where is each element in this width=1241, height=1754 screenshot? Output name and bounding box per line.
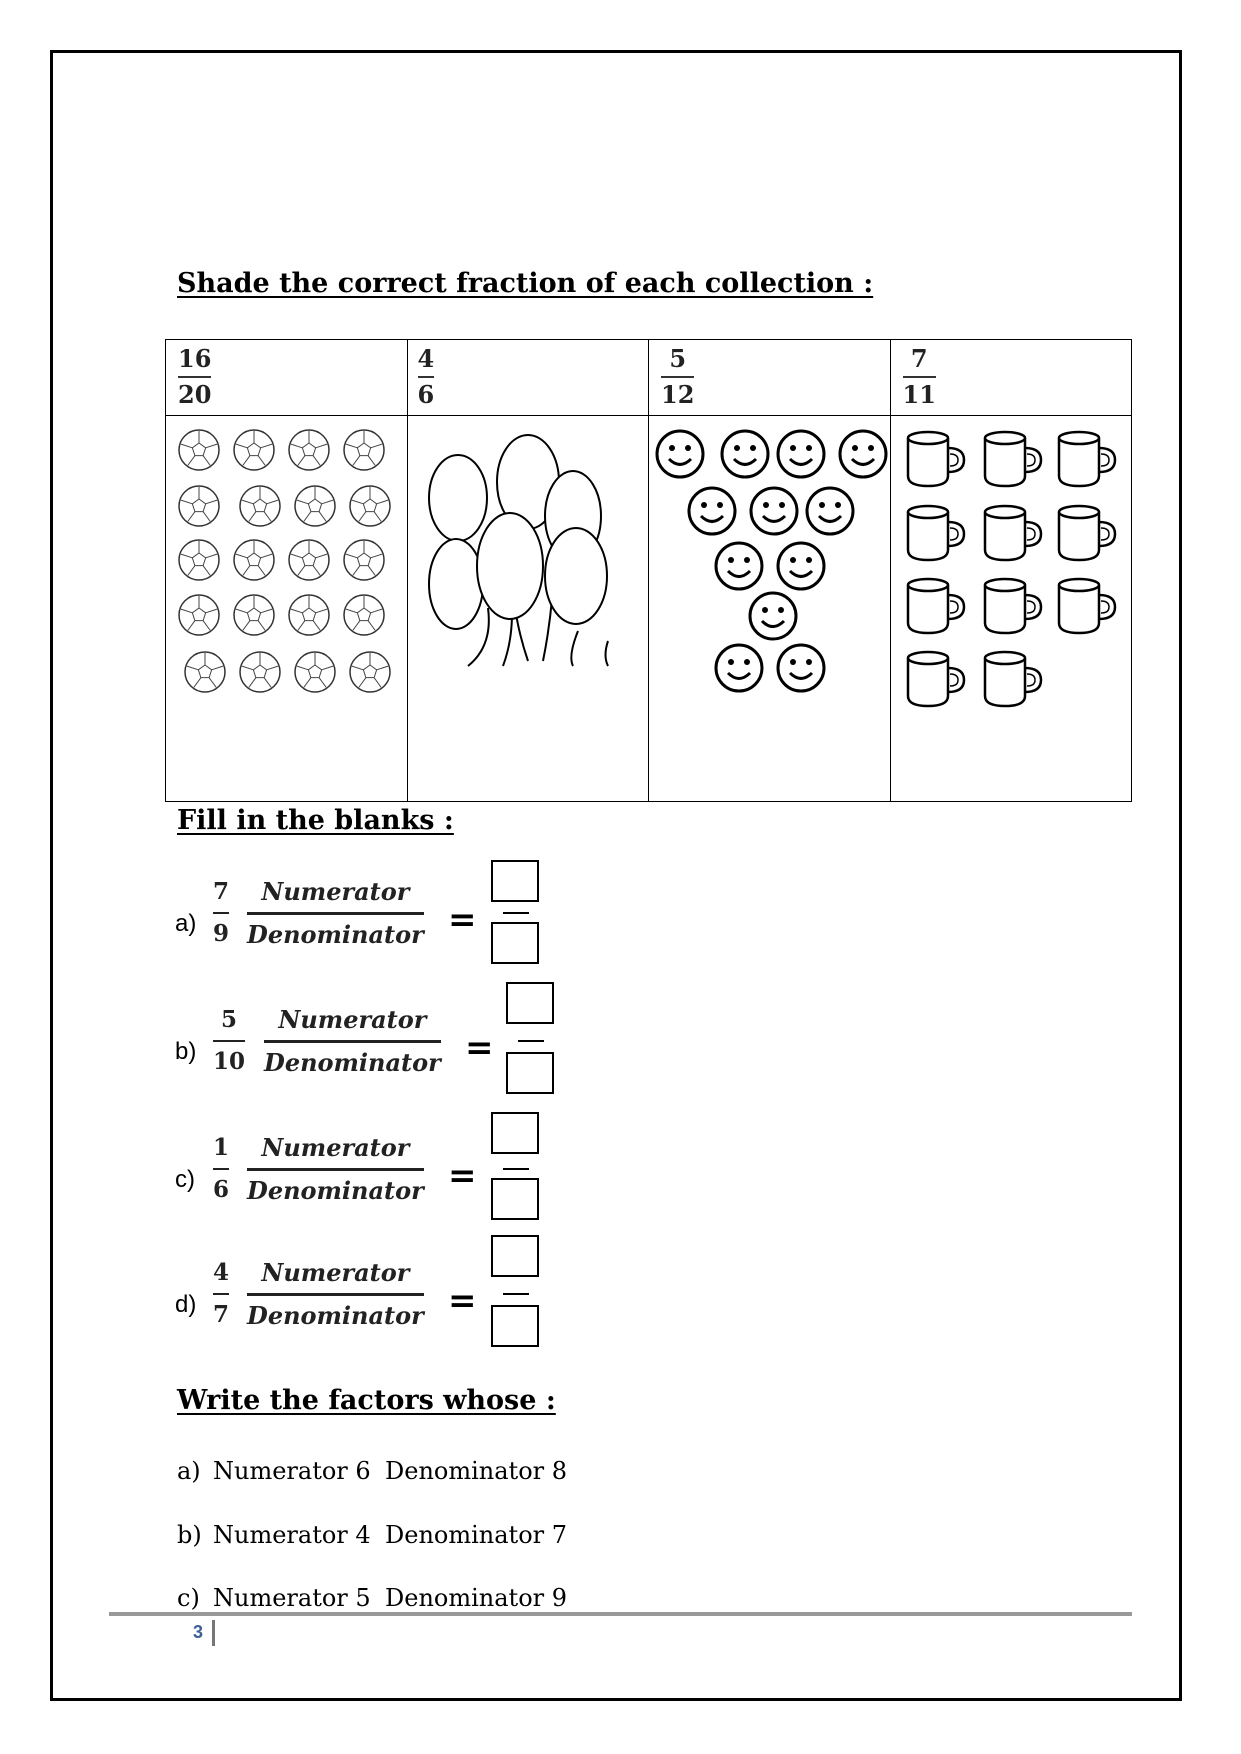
blank-item-d [175,1249,595,1369]
football-icon [185,652,225,692]
fraction-denominator: 9 [213,920,230,947]
denominator-answer-box[interactable] [491,1305,539,1347]
factors-heading: Write the factors whose : [177,1385,556,1416]
denominator-text: Denominator 8 [385,1457,568,1485]
mug-icon [1059,579,1115,633]
football-icon [289,540,329,580]
numerator-text: Numerator 5 [213,1584,371,1612]
answer-fraction-bar [503,1168,529,1170]
fraction-denominator: 7 [213,1301,230,1328]
mug-icon [908,432,964,486]
smiley-icon [716,543,762,589]
smileys-collection [649,416,889,796]
numerator-answer-box[interactable] [506,982,554,1024]
smiley-icon [840,431,886,477]
football-icon [240,652,280,692]
numerator-word: Numerator [278,1005,427,1034]
football-icon [350,486,390,526]
balloon-icon [477,513,543,619]
page-number-bar [212,1620,215,1646]
blank-item-a [175,868,595,988]
denominator-answer-box[interactable] [506,1052,554,1094]
mug-icon [908,506,964,560]
fraction-numerator: 4 [417,344,435,373]
football-icon [240,486,280,526]
mugs-cell[interactable] [890,416,1132,802]
fraction-numerator: 7 [910,344,928,373]
word-fraction [247,872,424,955]
balloon-icon [545,528,607,624]
page-number: 3 [193,1622,204,1642]
item-label: d) [175,1291,197,1318]
numerator-answer-box[interactable] [491,1235,539,1277]
football-icon [289,430,329,470]
word-fraction [264,1000,441,1083]
answer-fraction-bar [518,1040,544,1042]
collections-table [165,339,1132,802]
word-fraction [247,1128,424,1211]
fraction-header-cell [407,340,649,416]
numerator-word: Numerator [261,877,410,906]
smiley-icon [751,488,797,534]
equals-sign: = [448,1281,477,1321]
item-label: a) [175,910,197,937]
football-icon [179,486,219,526]
balloon-icon [429,455,487,541]
football-icon [295,652,335,692]
denominator-answer-box[interactable] [491,1178,539,1220]
balloon-icon [429,539,483,629]
item-label: c) [177,1584,200,1612]
fraction-numerator: 4 [213,1259,230,1286]
fraction-header-cell [890,340,1132,416]
fraction-numerator: 5 [221,1006,238,1033]
fraction-denominator: 6 [213,1176,230,1203]
football-icon [295,486,335,526]
mug-icon [908,579,964,633]
mug-icon [985,432,1041,486]
equals-sign: = [465,1028,494,1068]
numerator-text: Numerator 4 [213,1521,371,1549]
football-icon [344,595,384,635]
smiley-icon [778,543,824,589]
fraction-numerator: 16 [178,344,212,373]
fraction-denominator: 12 [661,380,695,409]
football-icon [289,595,329,635]
item-label: b) [177,1521,202,1549]
fraction-16-20 [178,342,211,412]
answer-fraction-bar [503,1293,529,1295]
mugs-collection [891,416,1131,796]
item-label: a) [177,1457,201,1485]
given-fraction [213,1253,229,1335]
fraction-numerator: 1 [213,1134,230,1161]
item-label: b) [175,1038,197,1065]
football-icon [234,540,274,580]
denominator-word: Denominator [247,920,424,949]
smiley-icon [722,431,768,477]
balloons-collection [408,416,648,796]
football-icon [234,595,274,635]
denominator-text: Denominator 7 [385,1521,568,1549]
fraction-4-6 [418,342,435,412]
shade-heading: Shade the correct fraction of each collection : [177,268,874,299]
numerator-answer-box[interactable] [491,1112,539,1154]
numerator-text: Numerator 6 [213,1457,371,1485]
word-fraction [247,1253,424,1336]
smileys-cell[interactable] [649,416,891,802]
mug-icon [908,652,964,706]
footer-divider [109,1612,1132,1616]
mug-icon [985,506,1041,560]
smiley-icon [807,488,853,534]
mug-icon [1059,432,1115,486]
balloons-cell[interactable] [407,416,649,802]
given-fraction [213,1000,245,1082]
footballs-cell[interactable] [166,416,408,802]
factor-item-a [177,1457,567,1485]
denominator-word: Denominator [247,1176,424,1205]
football-icon [350,652,390,692]
given-fraction [213,872,229,954]
numerator-word: Numerator [261,1133,410,1162]
item-label: c) [175,1166,195,1193]
fraction-header-cell [649,340,891,416]
smiley-icon [778,645,824,691]
denominator-word: Denominator [247,1301,424,1330]
denominator-answer-box[interactable] [491,922,539,964]
fraction-denominator: 10 [213,1048,246,1075]
equals-sign: = [448,900,477,940]
answer-fraction-bar [503,912,529,914]
equals-sign: = [448,1156,477,1196]
fraction-header-cell [166,340,408,416]
mug-icon [985,652,1041,706]
football-icon [234,430,274,470]
mug-icon [985,579,1041,633]
blank-item-b [175,996,595,1116]
given-fraction [213,1128,229,1210]
fraction-numerator: 5 [669,344,687,373]
football-icon [179,430,219,470]
blank-item-c [175,1124,595,1244]
fraction-denominator: 20 [178,380,212,409]
fill-blanks-heading: Fill in the blanks : [177,805,454,836]
smiley-icon [716,645,762,691]
football-icon [344,430,384,470]
smiley-icon [778,431,824,477]
denominator-word: Denominator [264,1048,441,1077]
footballs-collection [166,416,406,796]
fraction-denominator: 6 [417,380,435,409]
fraction-denominator: 11 [902,380,936,409]
smiley-icon [657,431,703,477]
football-icon [179,540,219,580]
football-icon [344,540,384,580]
denominator-text: Denominator 9 [385,1584,568,1612]
smiley-icon [750,593,796,639]
factor-item-b [177,1521,567,1549]
numerator-word: Numerator [261,1258,410,1287]
numerator-answer-box[interactable] [491,860,539,902]
mug-icon [1059,506,1115,560]
factor-item-c [177,1584,567,1612]
fraction-5-12 [661,342,694,412]
football-icon [179,595,219,635]
smiley-icon [689,488,735,534]
fraction-numerator: 7 [213,878,230,905]
fraction-7-11 [903,342,936,412]
